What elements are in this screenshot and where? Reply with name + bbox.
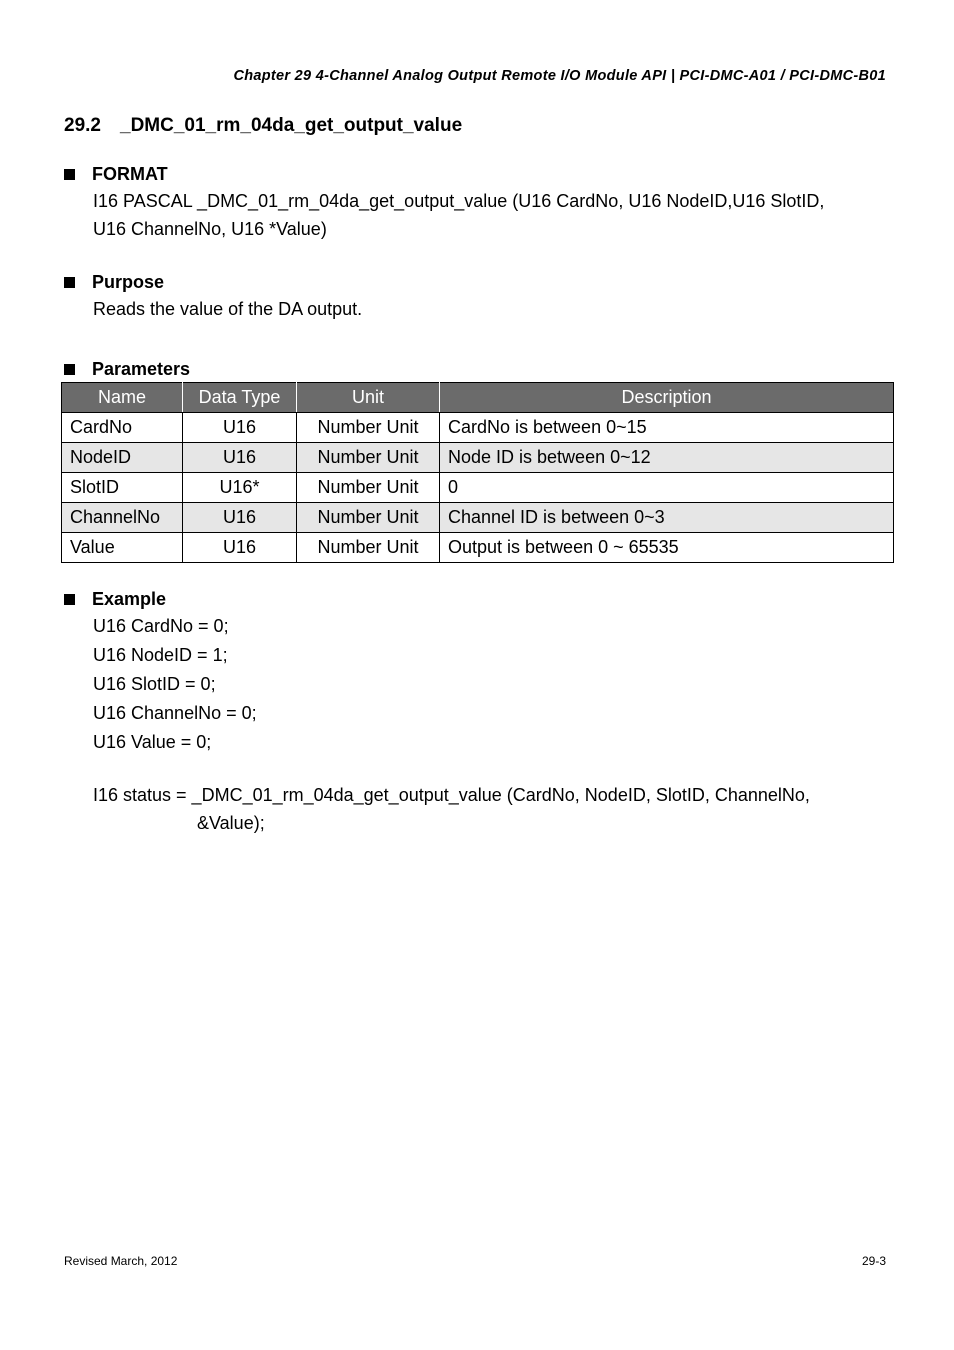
param-unit: Number Unit: [297, 473, 440, 503]
purpose-text: [93, 295, 894, 323]
square-bullet-icon: [64, 277, 75, 288]
example-code: [93, 612, 894, 757]
purpose-heading-label: Purpose: [92, 272, 165, 292]
parameters-section: [64, 356, 894, 382]
param-description: Channel ID is between 0~3: [440, 503, 894, 533]
param-name: Value: [62, 533, 183, 563]
parameters-heading-label: Parameters: [92, 359, 191, 379]
param-description: 0: [440, 473, 894, 503]
param-description: CardNo is between 0~15: [440, 413, 894, 443]
square-bullet-icon: [64, 169, 75, 180]
table-row: [62, 503, 894, 533]
example-heading-label: Example: [92, 589, 167, 609]
column-header-name: Name: [62, 383, 183, 413]
param-unit: Number Unit: [297, 443, 440, 473]
format-heading-label: FORMAT: [92, 164, 168, 184]
square-bullet-icon: [64, 594, 75, 605]
param-type: U16: [183, 443, 297, 473]
example-line: U16 NodeID = 1;: [93, 645, 228, 665]
table-row: [62, 443, 894, 473]
parameters-table: [61, 382, 894, 563]
param-type: U16: [183, 533, 297, 563]
table-row: [62, 533, 894, 563]
format-section: [64, 161, 894, 243]
column-header-description: Description: [440, 383, 894, 413]
example-status-call: [93, 781, 810, 837]
table-row: [62, 413, 894, 443]
table-header-row: [62, 383, 894, 413]
example-line: U16 SlotID = 0;: [93, 674, 216, 694]
param-description: Node ID is between 0~12: [440, 443, 894, 473]
table-row: [62, 473, 894, 503]
purpose-heading: [64, 269, 894, 295]
status-line: I16 status = _DMC_01_rm_04da_get_output_value (CardNo, NodeID, SlotID, ChannelNo,: [93, 785, 810, 805]
param-description: Output is between 0 ~ 65535: [440, 533, 894, 563]
param-name: SlotID: [62, 473, 183, 503]
example-line: U16 ChannelNo = 0;: [93, 703, 257, 723]
param-unit: Number Unit: [297, 533, 440, 563]
running-header: Chapter 29 4-Channel Analog Output Remote I/O Module API | PCI-DMC-A01 / PCI-DMC-B01: [233, 68, 886, 84]
section-title: [64, 115, 462, 137]
param-type: U16*: [183, 473, 297, 503]
column-header-data-type: Data Type: [183, 383, 297, 413]
format-line: I16 PASCAL _DMC_01_rm_04da_get_output_value (U16 CardNo, U16 NodeID,U16 SlotID,: [93, 191, 825, 211]
example-heading: [64, 586, 894, 612]
purpose-section: [64, 269, 894, 323]
section-function-name: _DMC_01_rm_04da_get_output_value: [120, 115, 463, 136]
format-signature: [93, 187, 894, 243]
example-section: [64, 586, 894, 757]
footer-revised-date: Revised March, 2012: [64, 1254, 178, 1268]
param-name: NodeID: [62, 443, 183, 473]
param-type: U16: [183, 413, 297, 443]
param-name: ChannelNo: [62, 503, 183, 533]
status-line-continuation: &Value);: [197, 813, 265, 833]
param-type: U16: [183, 503, 297, 533]
param-name: CardNo: [62, 413, 183, 443]
example-line: U16 CardNo = 0;: [93, 616, 229, 636]
section-number: 29.2: [64, 115, 101, 136]
param-unit: Number Unit: [297, 413, 440, 443]
square-bullet-icon: [64, 364, 75, 375]
footer-page-number: 29-3: [861, 1254, 886, 1268]
format-line: U16 ChannelNo, U16 *Value): [93, 219, 327, 239]
example-line: U16 Value = 0;: [93, 732, 212, 752]
format-heading: [64, 161, 894, 187]
parameters-heading: [64, 356, 894, 382]
purpose-line: Reads the value of the DA output.: [93, 299, 363, 319]
column-header-unit: Unit: [297, 383, 440, 413]
param-unit: Number Unit: [297, 503, 440, 533]
